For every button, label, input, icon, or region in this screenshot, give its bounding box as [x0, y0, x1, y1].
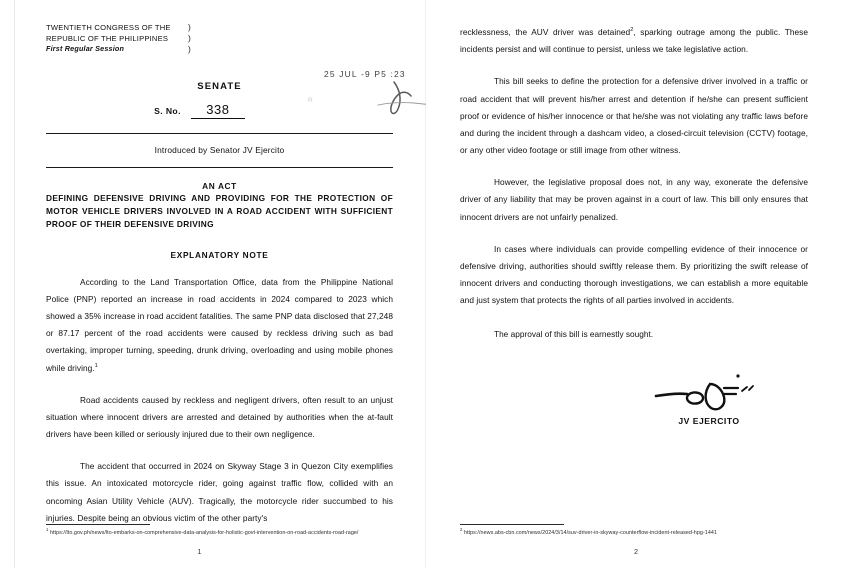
page-2 [426, 0, 852, 568]
stamp-date-text: 25 JUL -9 P5 :23 [324, 69, 406, 79]
senate-heading: SENATE [197, 81, 242, 93]
paragraph-text: According to the Land Transportation Office, data from the Philippine National Police (PNP) reported an increase in road accidents in 2024 compared to 2023 which showed a 35% increase in road accident fatalities. The same PNP data disclosed that 27,248 or 87.17 percent of the road accidents were caused by reckless driving such as bad overtaking, improper turning, speeding, drunk driving, overloading and using mobile phones while driving. [46, 276, 393, 373]
bill-number-value: 338 [191, 102, 245, 119]
footnote-ref: 2 [630, 27, 634, 34]
paragraph: Road accidents caused by reckless and negligent drivers, often result to an unjust situation where innocent drivers are arrested and detained by authorities when the at-fault drivers have been killed or seriously injured due to their own negligence. [46, 394, 393, 440]
footnote-number: 1 [46, 527, 49, 533]
act-label: AN ACT [202, 181, 237, 192]
paren-column [188, 22, 191, 55]
introduced-by-line: Introduced by Senator JV Ejercito [154, 145, 285, 156]
paragraph: In cases where individuals can provide compelling evidence of their innocence or defensive driving, authorities should swiftly release them. By prioritizing the swift release of innocent drivers and conducting thorough investigations, we can establish a more equitable and just system that protects the rights of all parties involved in accidents. [460, 243, 808, 306]
footnote-separator [46, 524, 150, 525]
header-divider-rule [46, 133, 393, 134]
title-divider-rule [46, 167, 393, 168]
footnote-entry [460, 529, 822, 538]
footnote-area [460, 524, 822, 556]
paragraph: However, the legislative proposal does not, in any way, exonerate the defensive driver of any liability that may be proven against in a court of law. This bill only ensures that innocent drivers are not unfairly penalized. [460, 177, 808, 222]
stamp-received-label: R [308, 97, 314, 104]
footnote-entry [46, 529, 393, 538]
congress-line-1: TWENTIETH CONGRESS OF THE [46, 23, 171, 32]
signature-icon [654, 370, 764, 418]
congress-session: First Regular Session [46, 44, 125, 53]
footnote-area [46, 524, 393, 556]
paragraph-text: recklessness, the AUV driver was detained [460, 27, 631, 37]
footnote-url: https://news.abs-cbn.com/news/2024/3/14/suv-driver-in-skyway-counterflow-incident-released-hpg-1441 [463, 530, 717, 537]
explanatory-note-heading: EXPLANATORY NOTE [170, 249, 269, 260]
signatory-name: JV EJERCITO [678, 415, 740, 426]
paragraph: This bill seeks to define the protection for a defensive driver involved in a traffic or road accident that will prevent his/her arrest and detention if he/she can present sufficient proof or evidence of his/her innocence or that he/she was not violating any traffic laws before and during the incident through a dashcam video, a closed-circuit television (CCTV) footage, or any other video footage or still image from other witness. [460, 76, 808, 156]
paragraph [46, 274, 393, 377]
bill-number-label: S. No. [154, 106, 181, 117]
approval-line: The approval of this bill is earnestly sought. [494, 329, 654, 340]
paragraph [460, 24, 808, 58]
paragraph-text-continued: , sparking outrage among the public. These incidents persist and will continue to persist, unless we take legislative action. [460, 27, 809, 55]
footnote-number: 2 [460, 527, 463, 533]
congress-line-2: REPUBLIC OF THE PHILIPPINES [46, 34, 169, 43]
paragraph: The accident that occurred in 2024 on Skyway Stage 3 in Quezon City exemplifies this issue. An intoxicated motorcycle rider, going against traffic flow, collided with an oncoming Asian Utility Vehicle (AUV). Tragically, the motorcycle rider succumbed to his injuries. Despite being an obvious victim of the other party's [46, 461, 393, 523]
footnote-ref: 1 [94, 362, 98, 369]
footnote-url: https://lto.gov.ph/news/lto-embarks-on-comprehensive-data-analysis-for-holistic-govt-intervention-on-road-accidents-road-rage/ [49, 530, 359, 537]
congress-lines [46, 22, 182, 54]
page-number: 2 [634, 547, 638, 556]
paren-3: ) [188, 44, 192, 55]
footnote-separator [460, 524, 564, 525]
signature-block [460, 370, 808, 426]
paren-2: ) [188, 33, 192, 44]
page-number: 1 [197, 547, 202, 556]
act-title: DEFINING DEFENSIVE DRIVING AND PROVIDING FOR THE PROTECTION OF MOTOR VEHICLE DRIVERS INVOLVED IN A ROAD ACCIDENT WITH SUFFICIENT PROOF OF THEIR DEFENSIVE DRIVING [46, 193, 393, 229]
paren-1: ) [188, 22, 192, 32]
